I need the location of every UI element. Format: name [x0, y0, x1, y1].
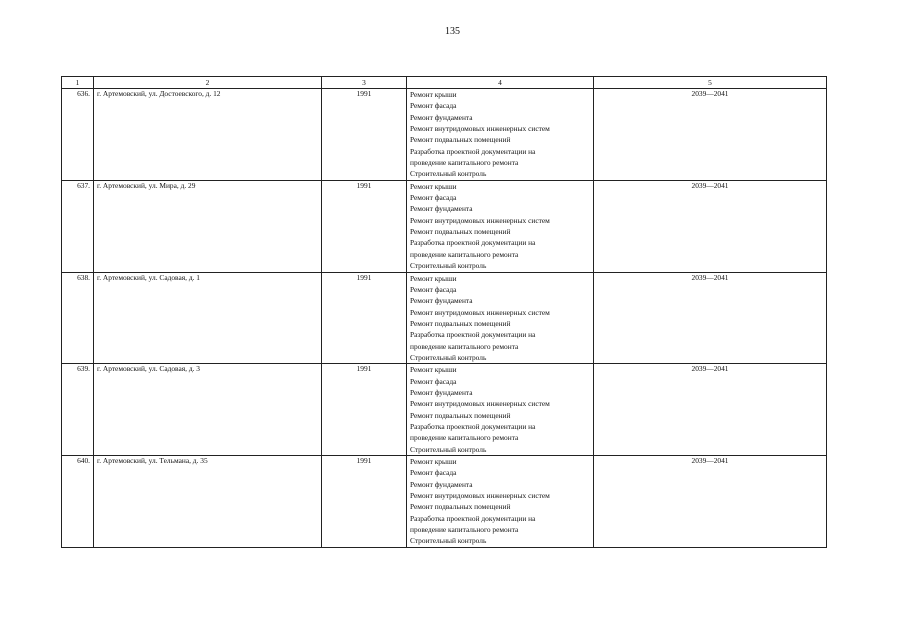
work-item: Ремонт фундамента [410, 479, 473, 489]
work-item: Ремонт крыши [410, 457, 457, 466]
table-row [62, 364, 827, 456]
work-item: Ремонт фундамента [410, 112, 473, 122]
period-cell: 2039—2041 [594, 180, 827, 272]
year-cell: 1991 [322, 89, 407, 181]
column-header-5: 5 [594, 77, 827, 89]
address-cell: г. Артемовский, ул. Садовая, д. 1 [94, 272, 322, 364]
period-cell: 2039—2041 [594, 364, 827, 456]
row-number-cell: 636. [62, 89, 94, 181]
work-item: Ремонт крыши [410, 273, 457, 283]
work-item: Ремонт фасада [410, 376, 457, 386]
work-item: Разработка проектной документации на [410, 330, 536, 340]
work-item: Ремонт фундамента [410, 204, 473, 214]
work-item: Ремонт фасада [410, 284, 457, 294]
row-number-cell: 637. [62, 180, 94, 272]
table-body [62, 89, 827, 548]
period-cell: 2039—2041 [594, 89, 827, 181]
works-cell [407, 272, 594, 364]
row-number-cell: 638. [62, 272, 94, 364]
work-item: Ремонт фундамента [410, 387, 473, 397]
works-cell [407, 180, 594, 272]
work-item: Строительный контроль [410, 169, 487, 179]
work-item: Ремонт фасада [410, 468, 457, 478]
row-number-cell: 640. [62, 456, 94, 548]
work-item: проведение капитального ремонта [410, 158, 519, 168]
table-row [62, 89, 827, 181]
column-header-2: 2 [94, 77, 322, 89]
address-cell: г. Артемовский, ул. Садовая, д. 3 [94, 364, 322, 456]
works-cell [407, 456, 594, 548]
work-item: Ремонт внутридомовых инженерных систем [410, 215, 550, 225]
address-cell: г. Артемовский, ул. Достоевского, д. 12 [94, 89, 322, 181]
works-cell [407, 364, 594, 456]
work-item: Ремонт фасада [410, 193, 457, 203]
address-cell: г. Артемовский, ул. Тельмана, д. 35 [94, 456, 322, 548]
work-item: Строительный контроль [410, 444, 487, 454]
work-item: Ремонт подвальных помещений [410, 502, 511, 512]
year-cell: 1991 [322, 180, 407, 272]
work-item: Ремонт подвальных помещений [410, 227, 511, 237]
year-cell: 1991 [322, 272, 407, 364]
table-row [62, 456, 827, 548]
year-cell: 1991 [322, 364, 407, 456]
year-cell: 1991 [322, 456, 407, 548]
work-item: Строительный контроль [410, 261, 487, 271]
work-item: Ремонт крыши [410, 90, 457, 99]
work-item: проведение капитального ремонта [410, 525, 519, 535]
address-cell: г. Артемовский, ул. Мира, д. 29 [94, 180, 322, 272]
work-item: Ремонт подвальных помещений [410, 318, 511, 328]
period-cell: 2039—2041 [594, 272, 827, 364]
work-item: Разработка проектной документации на [410, 146, 536, 156]
work-item: Ремонт крыши [410, 181, 457, 191]
work-item: Разработка проектной документации на [410, 513, 536, 523]
work-item: Ремонт подвальных помещений [410, 135, 511, 145]
page-number: 135 [445, 26, 460, 37]
work-item: проведение капитального ремонта [410, 433, 519, 443]
work-item: Ремонт внутридомовых инженерных систем [410, 491, 550, 501]
work-item: Ремонт внутридомовых инженерных систем [410, 124, 550, 134]
work-item: проведение капитального ремонта [410, 341, 519, 351]
works-cell [407, 89, 594, 181]
column-header-4: 4 [407, 77, 594, 89]
repair-schedule-table [61, 76, 827, 548]
table-row [62, 272, 827, 364]
work-item: Ремонт внутридомовых инженерных систем [410, 307, 550, 317]
work-item: Ремонт подвальных помещений [410, 410, 511, 420]
work-item: Ремонт крыши [410, 365, 457, 375]
work-item: Ремонт внутридомовых инженерных систем [410, 399, 550, 409]
column-header-1: 1 [62, 77, 94, 89]
work-item: Строительный контроль [410, 352, 487, 362]
work-item: проведение капитального ремонта [410, 249, 519, 259]
period-cell: 2039—2041 [594, 456, 827, 548]
work-item: Строительный контроль [410, 536, 487, 546]
work-item: Разработка проектной документации на [410, 421, 536, 431]
row-number-cell: 639. [62, 364, 94, 456]
work-item: Ремонт фасада [410, 101, 457, 111]
column-header-3: 3 [322, 77, 407, 89]
work-item: Разработка проектной документации на [410, 238, 536, 248]
work-item: Ремонт фундамента [410, 296, 473, 306]
table-row [62, 180, 827, 272]
column-number-row [62, 77, 827, 89]
